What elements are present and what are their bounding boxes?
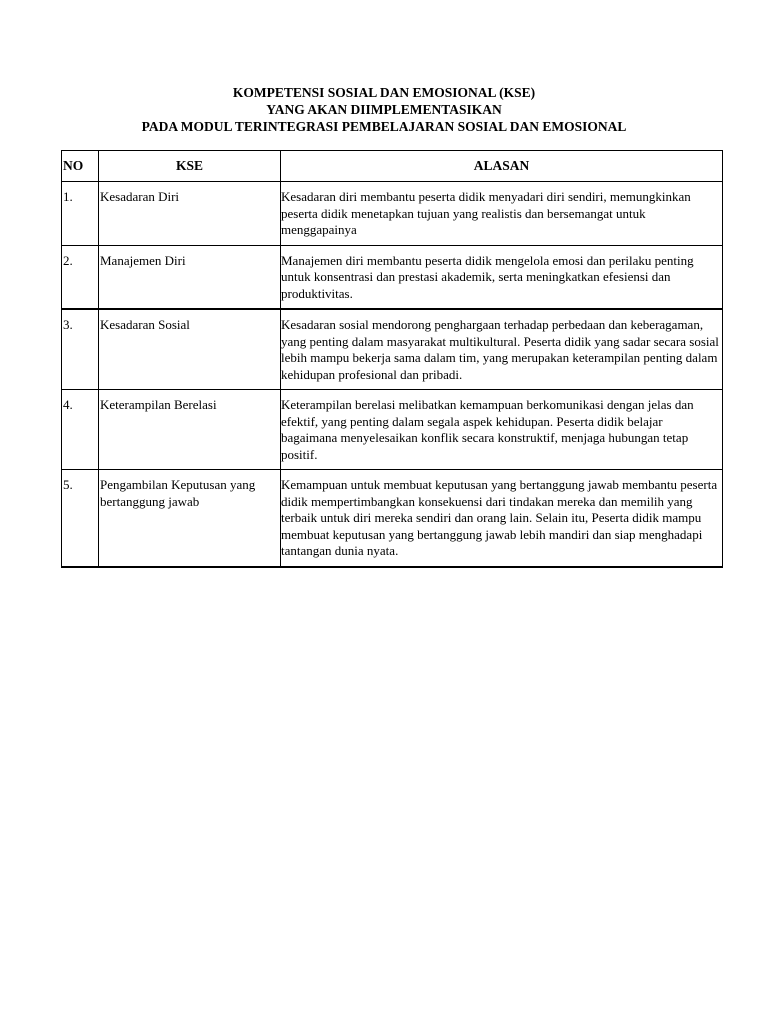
title-line-1: KOMPETENSI SOSIAL DAN EMOSIONAL (KSE) xyxy=(232,85,536,100)
header-kse: KSE xyxy=(99,151,281,182)
title-line-3: PADA MODUL TERINTEGRASI PEMBELAJARAN SOSIAL DAN EMOSIONAL xyxy=(141,119,627,134)
row-number: 1. xyxy=(62,182,99,246)
table-row xyxy=(62,470,723,567)
row-alasan: Manajemen diri membantu peserta didik mengelola emosi dan perilaku penting untuk konsentrasi dan prestasi akademik, serta meningkatkan efesiensi dan produktivitas. xyxy=(281,245,723,309)
row-number: 5. xyxy=(62,470,99,567)
table-row xyxy=(62,309,723,390)
row-kse: Pengambilan Keputusan yang bertanggung jawab xyxy=(99,470,281,567)
row-kse: Kesadaran Sosial xyxy=(99,309,281,390)
row-kse: Kesadaran Diri xyxy=(99,182,281,246)
row-alasan: Kesadaran sosial mendorong penghargaan terhadap perbedaan dan keberagaman, yang penting dalam masyarakat multikultural. Peserta didik yang sadar secara sosial lebih mampu bekerja sama dalam tim, yang merupakan keterampilan penting dalam kehidupan profesional dan pribadi. xyxy=(281,309,723,390)
table-row xyxy=(62,182,723,246)
title-line-2: YANG AKAN DIIMPLEMENTASIKAN xyxy=(266,102,502,117)
row-alasan: Kesadaran diri membantu peserta didik menyadari diri sendiri, memungkinkan peserta didik menetapkan tujuan yang realistis dan bersemangat untuk menggapainya xyxy=(281,182,723,246)
row-number: 2. xyxy=(62,245,99,309)
header-no: NO xyxy=(62,151,99,182)
row-alasan: Keterampilan berelasi melibatkan kemampuan berkomunikasi dengan jelas dan efektif, yang penting dalam segala aspek kehidupan. Peserta didik belajar bagaimana menyelesaikan konflik secara konstruktif, menjaga hubungan tetap positif. xyxy=(281,390,723,470)
table-row xyxy=(62,390,723,470)
row-kse: Manajemen Diri xyxy=(99,245,281,309)
document-title xyxy=(0,84,768,135)
table-row xyxy=(62,245,723,309)
row-number: 3. xyxy=(62,309,99,390)
kse-table xyxy=(61,150,723,568)
header-alasan: ALASAN xyxy=(281,151,723,182)
table-header-row xyxy=(62,151,723,182)
row-alasan: Kemampuan untuk membuat keputusan yang bertanggung jawab membantu peserta didik mempertimbangkan konsekuensi dari tindakan mereka dan memilih yang terbaik untuk diri mereka sendiri dan orang lain. Selain itu, Peserta didik mampu membuat keputusan yang bertanggung jawab lebih mandiri dan siap menghadapi tantangan dunia nyata. xyxy=(281,470,723,567)
row-kse: Keterampilan Berelasi xyxy=(99,390,281,470)
row-number: 4. xyxy=(62,390,99,470)
